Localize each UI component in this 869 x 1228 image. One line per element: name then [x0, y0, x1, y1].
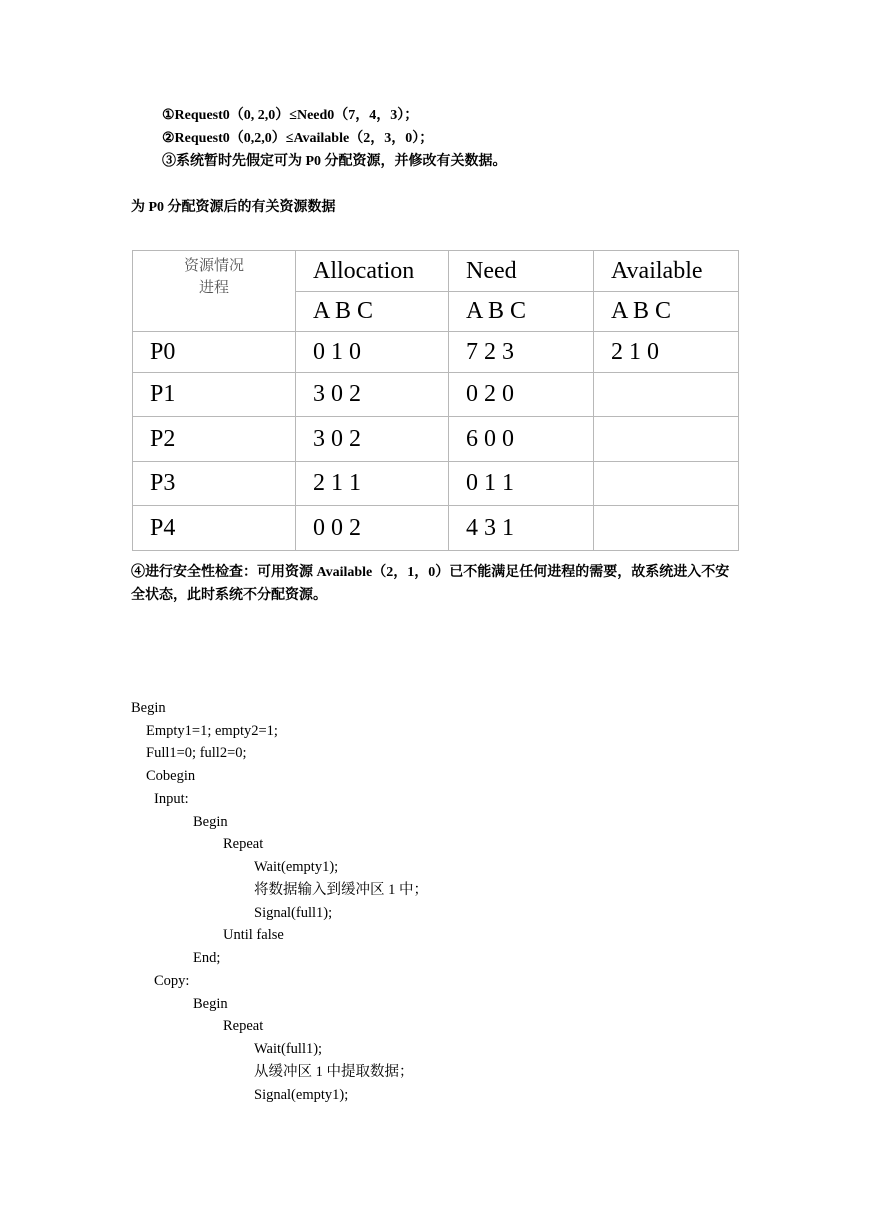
- step-1-request-vs-need: ①Request0（0, 2,0）≤Need0（7，4，3）；: [162, 108, 419, 123]
- available-cell: 2 1 0: [594, 332, 739, 373]
- code-line: Cobegin: [146, 768, 196, 784]
- header-allocation: Allocation: [296, 251, 449, 292]
- table-row: [133, 462, 739, 506]
- header-available: Available: [594, 251, 739, 292]
- allocation-cell: 3 0 2: [296, 373, 449, 417]
- process-cell: P0: [133, 332, 296, 373]
- code-line: Signal(empty1);: [254, 1087, 349, 1103]
- resource-table: [132, 250, 739, 551]
- subheader-available: A B C: [594, 292, 739, 332]
- allocation-cell: 0 0 2: [296, 506, 449, 551]
- available-cell: [594, 373, 739, 417]
- process-cell: P3: [133, 462, 296, 506]
- step-3-tentative-allocation: ③系统暂时先假定可为 P0 分配资源，并修改有关数据。: [162, 154, 507, 169]
- code-line: Repeat: [223, 1018, 264, 1034]
- code-line: Begin: [193, 814, 228, 830]
- code-line: Begin: [193, 996, 228, 1012]
- header-need: Need: [449, 251, 594, 292]
- corner-header-resource: 资源情况: [183, 258, 244, 274]
- need-cell: 0 1 1: [449, 462, 594, 506]
- process-cell: P4: [133, 506, 296, 551]
- allocation-cell: 3 0 2: [296, 417, 449, 462]
- need-cell: 0 2 0: [449, 373, 594, 417]
- corner-header-process: 进程: [198, 280, 229, 296]
- table-row: [133, 506, 739, 551]
- subheader-allocation: A B C: [296, 292, 449, 332]
- code-line: Empty1=1; empty2=1;: [146, 723, 278, 739]
- code-line: Until false: [223, 927, 284, 943]
- code-line: Wait(full1);: [254, 1041, 323, 1057]
- table-caption: 为 P0 分配资源后的有关资源数据: [131, 200, 336, 215]
- table-row: [133, 332, 739, 373]
- code-line: 从缓冲区 1 中提取数据；: [254, 1064, 414, 1080]
- need-cell: 7 2 3: [449, 332, 594, 373]
- need-cell: 6 0 0: [449, 417, 594, 462]
- allocation-cell: 0 1 0: [296, 332, 449, 373]
- subheader-need: A B C: [449, 292, 594, 332]
- table-corner-header: [133, 251, 296, 332]
- available-cell: [594, 506, 739, 551]
- code-line: Wait(empty1);: [254, 859, 339, 875]
- code-line: Input:: [154, 791, 189, 807]
- code-line: Full1=0; full2=0;: [146, 745, 247, 761]
- table-row: [133, 417, 739, 462]
- available-cell: [594, 462, 739, 506]
- code-line: Copy:: [154, 973, 190, 989]
- need-cell: 4 3 1: [449, 506, 594, 551]
- allocation-cell: 2 1 1: [296, 462, 449, 506]
- step-2-request-vs-available: ②Request0（0,2,0）≤Available（2，3，0）；: [162, 131, 434, 146]
- code-line: 将数据输入到缓冲区 1 中；: [254, 882, 428, 898]
- code-line: Repeat: [223, 836, 264, 852]
- table-row: [133, 373, 739, 417]
- code-line: Begin: [131, 700, 166, 716]
- step-4-safety-check: ④进行安全性检查：可用资源 Available（2，1，0）已不能满足任何进程的需要，故系统进入不安全状态，此时系统不分配资源。: [131, 565, 730, 603]
- process-cell: P1: [133, 373, 296, 417]
- available-cell: [594, 417, 739, 462]
- code-line: End;: [193, 950, 221, 966]
- code-line: Signal(full1);: [254, 905, 333, 921]
- process-cell: P2: [133, 417, 296, 462]
